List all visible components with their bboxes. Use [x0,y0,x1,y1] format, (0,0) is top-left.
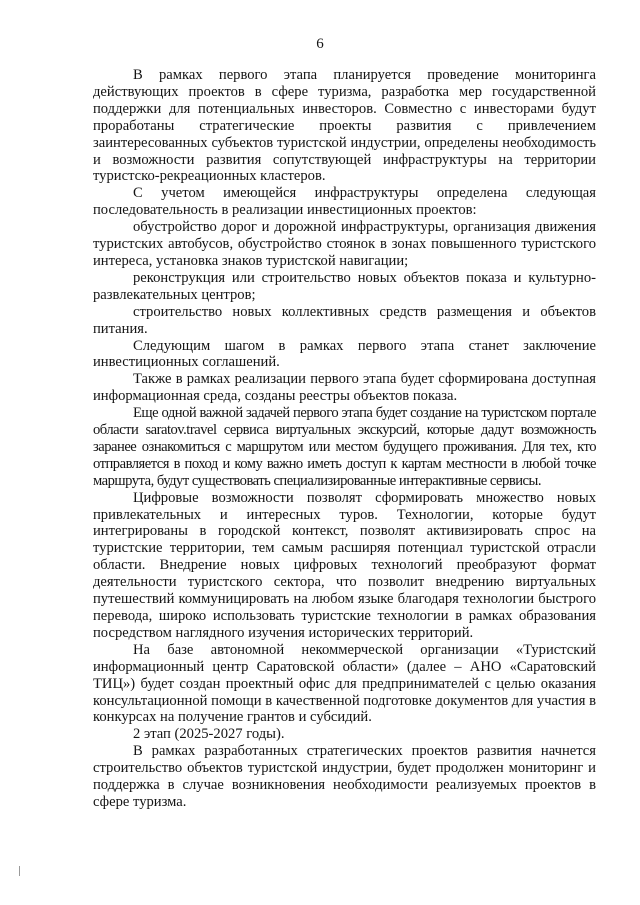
paragraph-roads-infrastructure: обустройство дорог и дорожной инфраструктуры, организация движения туристских автобусов, обустройство стоянок в зонах повышенного туристского интереса, установка знаков туристской навигации; [93,219,596,269]
scan-edge-mark [19,866,20,876]
paragraph-stage-two-construction: В рамках разработанных стратегических проектов развития начнется строительство объектов туристской индустрии, будет продолжен мониторинг и поддержка в случае возникновения необходимости реализуемых проектов в сфере туризма. [93,743,596,810]
paragraph-investment-agreements: Следующим шагом в рамках первого этапа станет заключение инвестиционных соглашений. [93,337,596,371]
paragraph-reconstruction: реконструкция или строительство новых объектов показа и культурно-развлекательных центров; [93,269,596,303]
paragraph-project-office: На базе автономной некоммерческой организации «Туристский информационный центр Саратовской области» (далее – АНО «Саратовский ТИЦ») будет создан проектный офис для предпринимателей с целью оказания консультационной помощи в качественной подготовке документов для участия в конкурсах на получение грантов и субсидий. [93,641,596,726]
paragraph-first-stage-monitoring: В рамках первого этапа планируется проведение мониторинга действующих проектов в сфере туризма, разработка мер государственной поддержки для потенциальных инвесторов. Совместно с инвесторами будут проработаны стратегические проекты развития с привлечением заинтересованных субъектов туристской индустрии, определены необходимость и возможности развития сопутствующей инфраструктуры на территории туристско-рекреационных кластеров. [93,67,596,185]
paragraph-digital-opportunities: Цифровые возможности позволят сформировать множество новых привлекательных и интересных туров. Технологии, которые будут интегрированы в городской контекст, позволят активизировать спрос на туристские территории, тем самым расширяя потенциал туристской отрасли области. Внедрение новых цифровых технологий преобразуют формат деятельности туристского сектора, что позволит внедрению виртуальных путешествий коммуницировать на любом языке благодаря технологии быстрого перевода, широко использовать туристские технологии в рамках образования посредством наглядного изучения исторических территорий. [93,489,596,641]
paragraph-virtual-tours: Еще одной важной задачей первого этапа будет создание на туристском портале области saratov.travel сервиса виртуальных экскурсий, которые дадут возможность заранее ознакомиться с маршрутом или местом будущего проживания. Для тех, кто отправляется в поход и кому важно иметь доступ к картам местности в любой точке маршрута, будут существовать специализированные интерактивные сервисы. [93,405,596,489]
page-number: 6 [316,36,324,52]
paragraph-investment-sequence: С учетом имеющейся инфраструктуры определена следующая последовательность в реализации инвестиционных проектов: [93,185,596,219]
paragraph-stage-two-heading: 2 этап (2025-2027 годы). [133,726,285,743]
paragraph-information-environment: Также в рамках реализации первого этапа будет сформирована доступная информационная среда, созданы реестры объектов показа. [93,371,596,405]
paragraph-accommodation: строительство новых коллективных средств размещения и объектов питания. [93,303,596,337]
document-body [93,67,596,811]
